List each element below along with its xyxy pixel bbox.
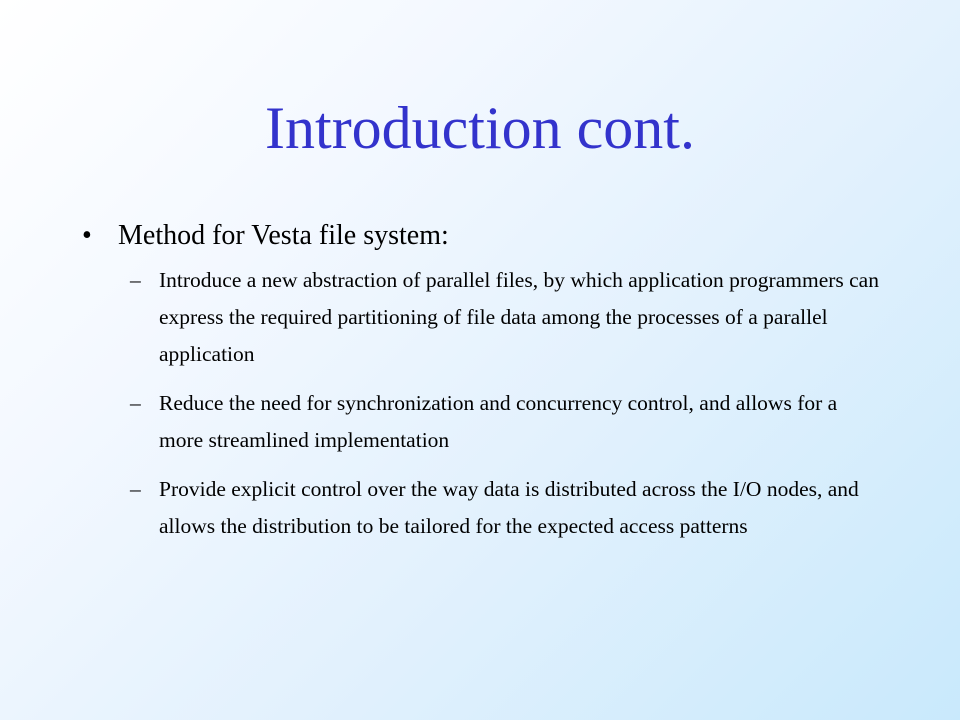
sub-bullet-list	[82, 262, 882, 545]
slide-content	[82, 214, 882, 557]
sub-bullet-item	[82, 262, 882, 373]
sub-bullet-item	[82, 471, 882, 545]
sub-bullet-text: Reduce the need for synchronization and concurrency control, and allows for a more streamlined implementation	[159, 391, 838, 452]
bullet-icon: •	[82, 220, 92, 251]
dash-icon: –	[130, 391, 141, 415]
slide-title: Introduction cont.	[265, 95, 695, 161]
sub-bullet-text: Provide explicit control over the way data is distributed across the I/O nodes, and allows the distribution to be tailored for the expected access patterns	[159, 477, 859, 538]
dash-icon: –	[130, 268, 141, 292]
dash-icon: –	[130, 477, 141, 501]
bullet-text: Method for Vesta file system:	[118, 220, 449, 251]
sub-bullet-item	[82, 385, 882, 459]
bullet-item	[82, 214, 882, 258]
sub-bullet-text: Introduce a new abstraction of parallel files, by which application programmers can express the required partitioning of file data among the processes of a parallel application	[159, 268, 879, 366]
